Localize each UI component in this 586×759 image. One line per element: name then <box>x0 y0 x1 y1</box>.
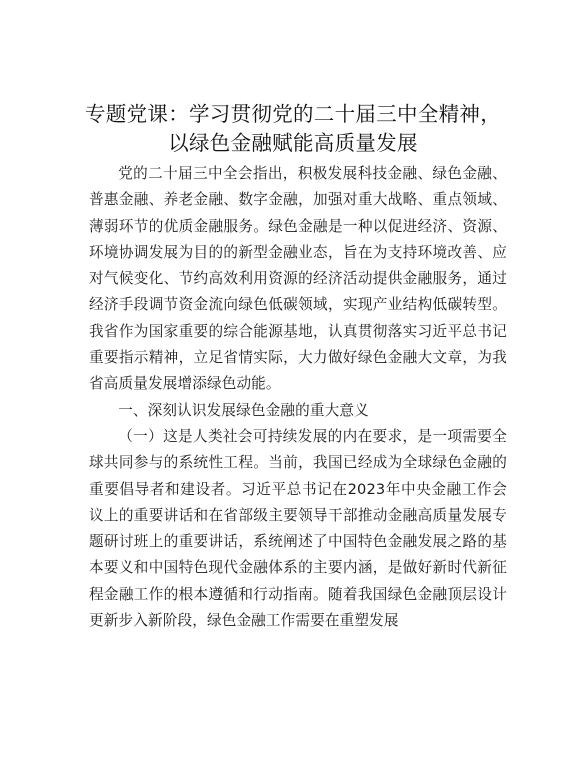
document-body <box>89 161 507 634</box>
document-title-line-2: 以绿色金融赋能高质量发展 <box>168 131 418 155</box>
body-paragraph: （一）这是人类社会可持续发展的内在要求，是一项需要全球共同参与的系统性工程。当前，我国已经成为全球绿色金融的重要倡导者和建设者。习近平总书记在2023年中央金融工作会议上的重要讲话和在省部级主要领导干部推动金融高质量发展专题研讨班上的重要讲话，系统阐述了中国特色金融发展之路的基本要义和中国特色现代金融体系的主要内涵，是做好新时代新征程金融工作的根本遵循和行动指南。随着我国绿色金融顶层设计更新步入新阶段，绿色金融工作需要在重塑发展 <box>89 427 507 630</box>
intro-paragraph: 党的二十届三中全会指出，积极发展科技金融、绿色金融、普惠金融、养老金融、数字金融，加强对重大战略、重点领域、薄弱环节的优质金融服务。绿色金融是一种以促进经济、资源、环境协调发展为目的的新型金融业态，旨在为支持环境改善、应对气候变化、节约高效利用资源的经济活动提供金融服务，通过经济手段调节资金流向绿色低碳领域，实现产业结构低碳转型。我省作为国家重要的综合能源基地，认真贯彻落实习近平总书记重要指示精神，立足省情实际，大力做好绿色金融大文章，为我省高质量发展增添绿色动能。 <box>89 165 507 393</box>
section-heading: 一、深刻认识发展绿色金融的重大意义 <box>118 401 369 419</box>
document-title-line-1: 专题党课：学习贯彻党的二十届三中全精神， <box>85 102 501 126</box>
